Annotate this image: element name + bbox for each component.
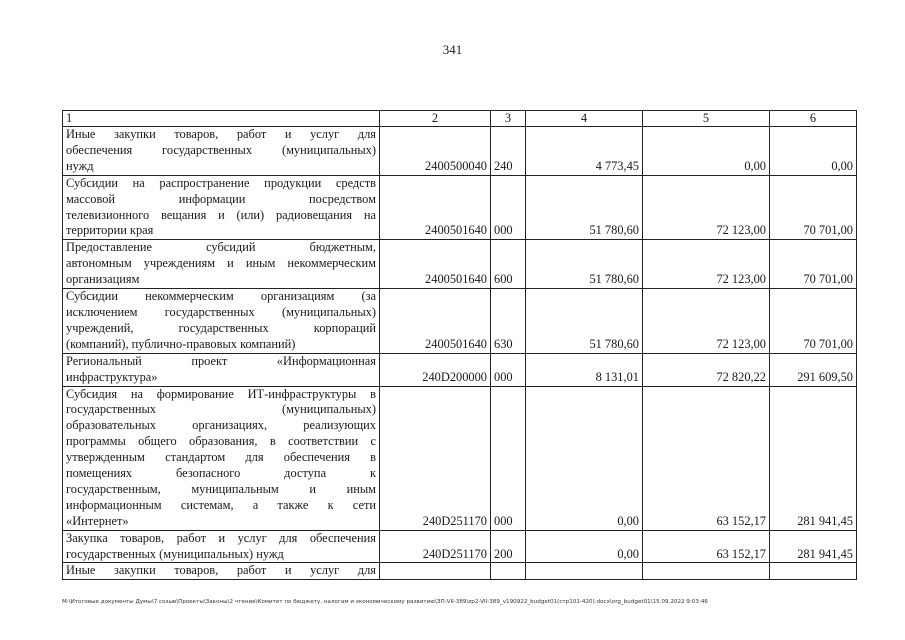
row-code-cell: 240D251170 — [380, 386, 491, 530]
row-name-line: автономным учреждениям и иным некоммерческим — [66, 256, 376, 271]
row-name-cell — [63, 386, 380, 530]
row-type-cell: 000 — [491, 386, 526, 530]
empty-cell — [770, 563, 857, 580]
row-value-4-cell: 0,00 — [526, 386, 643, 530]
row-name-line: Субсидии некоммерческим организациям (за — [66, 289, 376, 304]
row-value-5-cell: 63 152,17 — [643, 530, 770, 563]
row-value-4-cell: 4 773,45 — [526, 127, 643, 176]
row-code-cell: 2400500040 — [380, 127, 491, 176]
empty-cell — [380, 563, 491, 580]
header-col-1: 1 — [63, 111, 380, 127]
table-header-row — [63, 111, 857, 127]
row-value-5-cell: 72 123,00 — [643, 240, 770, 289]
row-type-cell: 000 — [491, 175, 526, 240]
table-row — [63, 353, 857, 386]
row-name-line: Субсидия на формирование ИТ-инфраструктуры в — [66, 386, 376, 401]
row-value-6-cell: 281 941,45 — [770, 530, 857, 563]
row-name-line: Иные закупки товаров, работ и услуг для — [66, 127, 376, 141]
table-row — [63, 127, 857, 176]
row-name-line: «Интернет» — [66, 513, 129, 528]
empty-cell — [643, 563, 770, 580]
row-name-cell — [63, 353, 380, 386]
empty-cell — [491, 563, 526, 580]
header-col-2: 2 — [380, 111, 491, 127]
row-type-cell: 200 — [491, 530, 526, 563]
row-code-cell: 240D251170 — [380, 530, 491, 563]
row-code-cell: 2400501640 — [380, 175, 491, 240]
row-value-4-cell: 51 780,60 — [526, 289, 643, 354]
header-col-3: 3 — [491, 111, 526, 127]
row-name-line: организациям — [66, 272, 140, 287]
row-value-4-cell: 51 780,60 — [526, 240, 643, 289]
row-value-4-cell: 51 780,60 — [526, 175, 643, 240]
row-name-line: государственных (муниципальных) — [66, 402, 376, 417]
row-value-5-cell: 72 820,22 — [643, 353, 770, 386]
table-row — [63, 175, 857, 240]
row-name-line: Региональный проект «Информационная — [66, 353, 376, 368]
row-code-cell: 2400501640 — [380, 240, 491, 289]
row-name-line: массовой информации посредством — [66, 191, 376, 206]
row-type-cell: 630 — [491, 289, 526, 354]
row-name-line: утвержденным стандартом для обеспечения в — [66, 450, 376, 465]
row-value-5-cell: 72 123,00 — [643, 289, 770, 354]
row-code-cell: 240D200000 — [380, 353, 491, 386]
footer-file-path: M:\Итоговые документы Думы\7 созыв\Проекты\Законы\2 чтение\Комитет по бюджету, налогам и экономическому развитию\ЗП-VII-389\zp2-VII-389_v190922_budget01(стр101-420).docx\org_budget01\15.09.2022 9:03:46 — [62, 599, 708, 605]
row-name-cell — [63, 175, 380, 240]
row-name-line: обеспечения государственных (муниципальных) — [66, 142, 376, 157]
row-value-4-cell: 0,00 — [526, 530, 643, 563]
row-name-cell — [63, 240, 380, 289]
budget-table-body — [63, 111, 857, 580]
empty-cell — [526, 563, 643, 580]
row-type-cell: 000 — [491, 353, 526, 386]
table-row — [63, 240, 857, 289]
row-type-cell: 600 — [491, 240, 526, 289]
row-value-5-cell: 63 152,17 — [643, 386, 770, 530]
row-name-line: информационным системам, а также к сети — [66, 497, 376, 512]
row-name-line: Субсидии на распространение продукции средств — [66, 175, 376, 190]
row-value-6-cell: 291 609,50 — [770, 353, 857, 386]
row-name-line: (компаний), публично-правовых компаний) — [66, 336, 296, 351]
table-row — [63, 289, 857, 354]
row-name-cell — [63, 127, 380, 176]
row-name-cell — [63, 530, 380, 563]
row-name-line: учреждений, государственных корпораций — [66, 320, 376, 335]
row-name-line: образовательных организациях, реализующих — [66, 418, 376, 433]
row-value-5-cell: 72 123,00 — [643, 175, 770, 240]
table-row — [63, 530, 857, 563]
budget-table — [62, 110, 857, 580]
row-value-5-cell: 0,00 — [643, 127, 770, 176]
row-value-6-cell: 70 701,00 — [770, 175, 857, 240]
header-col-4: 4 — [526, 111, 643, 127]
header-col-6: 6 — [770, 111, 857, 127]
row-code-cell: 2400501640 — [380, 289, 491, 354]
row-type-cell: 240 — [491, 127, 526, 176]
row-name-line: Закупка товаров, работ и услуг для обеспечения — [66, 530, 376, 545]
row-name-line: помещениях безопасного доступа к — [66, 466, 376, 481]
page-number: 341 — [442, 42, 463, 57]
row-name-line: государственным, муниципальным и иным — [66, 481, 376, 496]
row-name-line: телевизионного вещания и (или) радиовещания на — [66, 207, 376, 222]
row-name-line: Предоставление субсидий бюджетным, — [66, 240, 376, 255]
header-col-5: 5 — [643, 111, 770, 127]
row-name-line: нужд — [66, 158, 94, 173]
row-name-line: государственных (муниципальных) нужд — [66, 546, 284, 561]
row-name-cell — [63, 289, 380, 354]
row-name-line: исключением государственных (муниципальных) — [66, 304, 376, 319]
row-name-cell — [63, 563, 380, 580]
row-name-line: Иные закупки товаров, работ и услуг для — [66, 563, 376, 578]
table-row-partial — [63, 563, 857, 580]
row-name-line: территории края — [66, 223, 154, 238]
row-value-6-cell: 281 941,45 — [770, 386, 857, 530]
row-name-line: программы общего образования, в соответствии с — [66, 434, 376, 449]
row-value-6-cell: 0,00 — [770, 127, 857, 176]
row-value-4-cell: 8 131,01 — [526, 353, 643, 386]
row-value-6-cell: 70 701,00 — [770, 289, 857, 354]
row-value-6-cell: 70 701,00 — [770, 240, 857, 289]
row-name-line: инфраструктура» — [66, 369, 158, 384]
table-row — [63, 386, 857, 530]
